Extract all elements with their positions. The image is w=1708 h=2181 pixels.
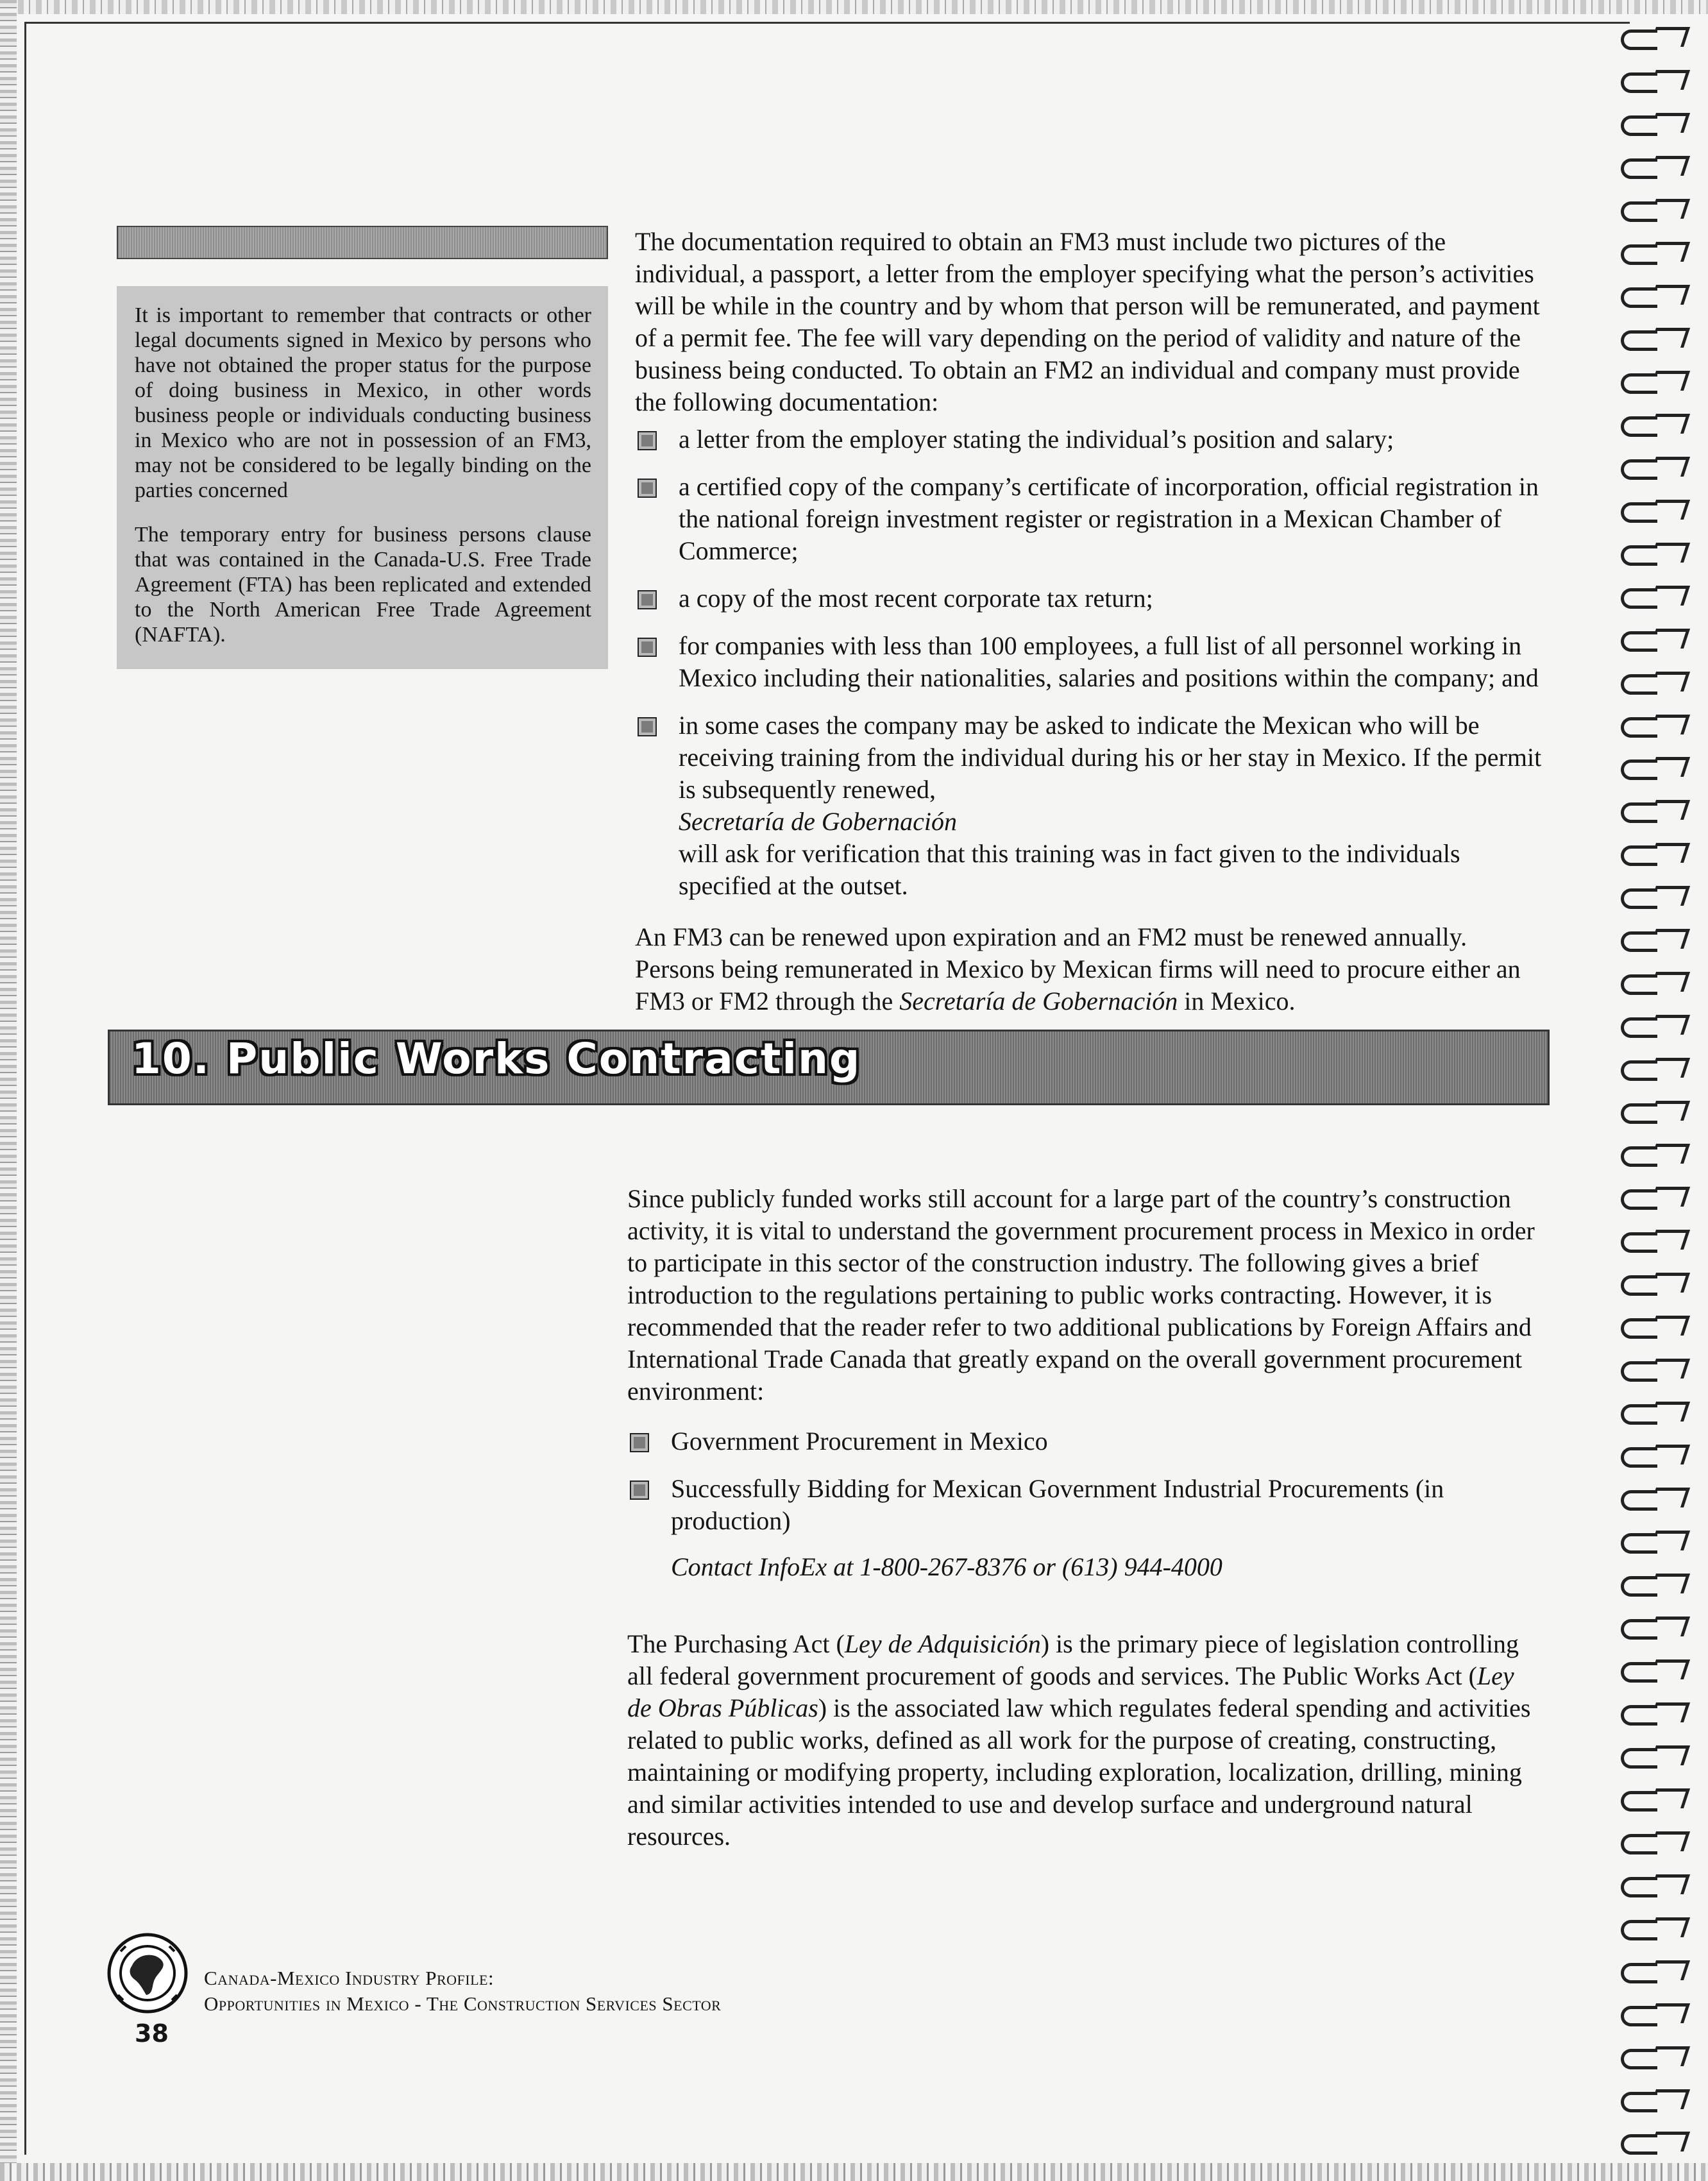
spiral-coil-icon xyxy=(1616,1959,1693,1983)
purchasing-act-paragraph: The Purchasing Act (Ley de Adquisición) is the primary piece of legislation controlling all federal government procurement of goods and services. The Public Works Act (Ley de Obras Públicas) is the associated law which regulates federal spending and activities related to public works, defined as all work for the purpose of creating, constructing, maintaining or modifying property, including exploration, localization, drilling, mining and similar activities intended to use and develop surface and underground natural resources. xyxy=(627,1629,1531,1851)
public-works-section xyxy=(627,1183,1544,1853)
spiral-coil-icon xyxy=(1616,670,1693,695)
spiral-coil-icon xyxy=(1616,1529,1693,1554)
spiral-coil-icon xyxy=(1616,584,1693,609)
spiral-coil-icon xyxy=(1616,498,1693,523)
spiral-coil-icon xyxy=(1616,885,1693,909)
sidebar-note xyxy=(117,226,608,669)
list-item: a letter from the employer stating the individual’s position and salary; xyxy=(635,423,1552,455)
item-text: will ask for verification that this training was in fact given to the individuals specified at the outset. xyxy=(679,839,1460,900)
sidebar-note-nafta: The temporary entry for business persons clause that was contained in the Canada-U.S. Free Trade Agreement (FTA) has been replicated and extended to the North American Free Trade Agreement (NAFTA). xyxy=(135,523,591,647)
spiral-coil-icon xyxy=(1616,1057,1693,1081)
publications-list xyxy=(627,1425,1544,1583)
spiral-coil-icon xyxy=(1616,155,1693,179)
spiral-coil-icon xyxy=(1616,198,1693,222)
section-heading-banner xyxy=(108,1030,1550,1105)
page-footer xyxy=(106,1932,1004,2054)
spiral-binding xyxy=(1616,26,1705,2155)
ministry-name: Secretaría de Gobernación xyxy=(899,987,1178,1015)
spiral-coil-icon xyxy=(1616,1185,1693,1210)
spiral-coil-icon xyxy=(1616,412,1693,437)
spiral-coil-icon xyxy=(1616,241,1693,265)
spiral-coil-icon xyxy=(1616,26,1693,50)
list-item: Government Procurement in Mexico xyxy=(627,1425,1544,1457)
spiral-coil-icon xyxy=(1616,327,1693,351)
spiral-coil-icon xyxy=(1616,1572,1693,1597)
spiral-coil-icon xyxy=(1616,1357,1693,1382)
scan-left-edge xyxy=(0,0,17,2181)
section-title: 10. Public Works Contracting xyxy=(131,1034,861,1083)
spiral-coil-icon xyxy=(1616,69,1693,93)
spiral-coil-icon xyxy=(1616,1400,1693,1425)
footer-line-2: Opportunities in Mexico - The Construction Services Sector xyxy=(204,1992,722,2015)
list-item: a copy of the most recent corporate tax return; xyxy=(635,582,1552,615)
spiral-coil-icon xyxy=(1616,1014,1693,1038)
spiral-coil-icon xyxy=(1616,1873,1693,1897)
spiral-coil-icon xyxy=(1616,1744,1693,1769)
fm2-documentation-list xyxy=(635,423,1552,902)
sidebar-header-bar xyxy=(117,226,608,259)
spiral-coil-icon xyxy=(1616,541,1693,566)
page-number: 38 xyxy=(135,2019,169,2048)
ministry-name: Secretaría de Gobernación xyxy=(679,807,957,836)
spiral-coil-icon xyxy=(1616,1314,1693,1339)
spiral-coil-icon xyxy=(1616,2130,1693,2155)
spiral-coil-icon xyxy=(1616,627,1693,652)
spiral-coil-icon xyxy=(1616,1486,1693,1511)
spiral-coil-icon xyxy=(1616,1099,1693,1124)
sidebar-box xyxy=(117,286,608,669)
spiral-coil-icon xyxy=(1616,1916,1693,1940)
spiral-coil-icon xyxy=(1616,1271,1693,1296)
north-america-seal-icon xyxy=(106,1932,189,2014)
scan-bottom-edge xyxy=(0,2163,1708,2181)
spiral-coil-icon xyxy=(1616,369,1693,394)
spiral-coil-icon xyxy=(1616,112,1693,136)
fm3-intro-paragraph: The documentation required to obtain an FM3 must include two pictures of the individual, a passport, a letter from the employer specifying what the person’s activities will be while in the country and by whom that person will be remunerated, and payment of a permit fee. The fee will vary depending on the period of validity and nature of the business being conducted. To obtain an FM2 an individual and company must provide the following documentation: xyxy=(635,227,1540,416)
spiral-coil-icon xyxy=(1616,928,1693,952)
sidebar-note-legal: It is important to remember that contracts or other legal documents signed in Mexico by persons who have not obtained the proper status for the purpose of doing business in Mexico, in other words business people or individuals conducting business in Mexico who are not in possession of an FM3, may not be considered to be legally binding on the parties concerned xyxy=(135,303,591,502)
spiral-coil-icon xyxy=(1616,1701,1693,1726)
contact-infoex: Contact InfoEx at 1-800-267-8376 or (613) 944-4000 xyxy=(671,1552,1222,1581)
spiral-coil-icon xyxy=(1616,1615,1693,1640)
footer-line-1: Canada-Mexico Industry Profile: xyxy=(204,1967,495,1989)
scan-top-edge xyxy=(0,0,1708,14)
public-works-intro-paragraph: Since publicly funded works still account for a large part of the country’s construction activity, it is vital to understand the government procurement process in Mexico in order to participate in this sector of the construction industry. The following gives a brief introduction to the regulations pertaining to public works contracting. However, it is recommended that the reader refer to two additional publications by Foreign Affairs and International Trade Canada that greatly expand on the overall government procurement environment: xyxy=(627,1184,1535,1405)
spiral-coil-icon xyxy=(1616,1830,1693,1854)
list-item: a certified copy of the company’s certificate of incorporation, official registration in the national foreign investment register or registration in a Mexican Chamber of Commerce; xyxy=(635,471,1552,567)
fm-renewal-paragraph: An FM3 can be renewed upon expiration and an FM2 must be renewed annually. Persons being remunerated in Mexico by Mexican firms will need to procure either an FM3 or FM2 through the Secretaría de Gobernación in Mexico. xyxy=(635,922,1521,1015)
spiral-coil-icon xyxy=(1616,842,1693,866)
spiral-coil-icon xyxy=(1616,756,1693,780)
spiral-coil-icon xyxy=(1616,2045,1693,2069)
spiral-coil-icon xyxy=(1616,284,1693,308)
spiral-coil-icon xyxy=(1616,1658,1693,1683)
spiral-coil-icon xyxy=(1616,799,1693,823)
list-item: for companies with less than 100 employees, a full list of all personnel working in Mexico including their nationalities, salaries and positions within the company; and xyxy=(635,630,1552,694)
spiral-coil-icon xyxy=(1616,713,1693,738)
spiral-coil-icon xyxy=(1616,2002,1693,2026)
spiral-coil-icon xyxy=(1616,2088,1693,2112)
spiral-coil-icon xyxy=(1616,1787,1693,1812)
fm-documentation-section xyxy=(635,226,1552,1017)
law-name: Ley de Obras Públicas xyxy=(627,1661,1514,1722)
item-text: in some cases the company may be asked to indicate the Mexican who will be receiving training from the individual during his or her stay in Mexico. If the permit is subsequently renewed, xyxy=(679,711,1542,804)
spiral-coil-icon xyxy=(1616,1142,1693,1167)
spiral-coil-icon xyxy=(1616,455,1693,480)
spiral-coil-icon xyxy=(1616,971,1693,995)
list-item: Successfully Bidding for Mexican Government Industrial Procurements (in production) Contact InfoEx at 1-800-267-8376 or (613) 944-4000 xyxy=(627,1473,1544,1583)
footer-publication-title xyxy=(204,1965,721,2017)
law-name: Ley de Adquisición xyxy=(844,1629,1041,1658)
spiral-coil-icon xyxy=(1616,1228,1693,1253)
spiral-coil-icon xyxy=(1616,1443,1693,1468)
list-item xyxy=(635,709,1552,902)
